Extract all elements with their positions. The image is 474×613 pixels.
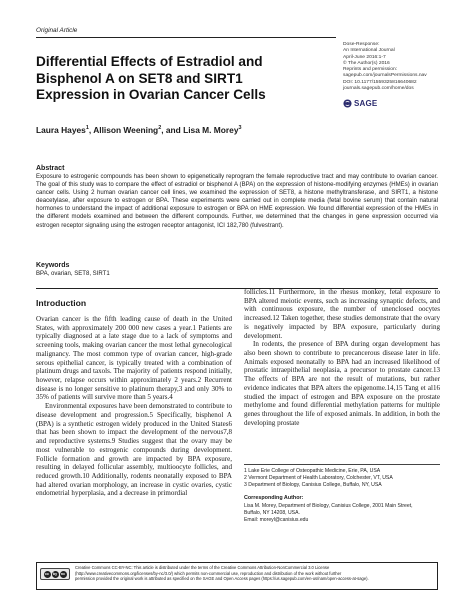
by-icon: by [52,572,58,576]
corresponding-author-details [244,503,440,525]
permissions-link[interactable]: sagepub.com/journalsPermissions.nav [343,73,427,79]
license-line[interactable]: permission provided the original work is attributed as specified on the SAGE and Open Access pages (https://us.sagepub.com/en-us/nam/open-access-at-sage). [75,576,369,581]
license-text [75,565,433,582]
body-paragraph: In rodents, the presence of BPA during organ development has also been shown to contribute to precancerous disease later in life. Animals exposed neonatally to BPA had an increased likelihood of prostatic intraepithelial neoplasia, a precursor to prostate cancer.13 The effects of BPA are not the result of mutations, but rather evidence indicates that BPA alters the epigenome.14,15 Tang et al16 studied the impact of estrogen and BPA exposure on the prostate methylome and found differential methylation patterns for multiple genes throughout the life of exposed animals. In addition, in both the developing prostate [244,340,440,427]
corresponding-author-email[interactable]: Email: moreyl@canisius.edu [244,517,309,524]
author-affiliation-mark: 1 [85,125,89,132]
sage-emblem-icon [343,99,352,108]
corresponding-author-address: Lisa M. Morey, Department of Biology, Canisius College, 2001 Main Street, [244,503,413,509]
body-column-right [244,288,440,428]
copyright: © The Author(s) 2016 [343,60,390,66]
corresponding-author-heading: Corresponding Author: [244,495,304,501]
creative-commons-badge [40,568,70,580]
corresponding-author-city: Buffalo, NY 14208, USA. [244,510,300,517]
body-paragraph: Ovarian cancer is the fifth leading cause of death in the United States, with approximately 200 000 new cases a year.1 Patients are typically diagnosed at a late stage due to a lack of symptoms and screening tools, making ovarian cancer the most lethal gynecological malignancy. The most common type of ovarian cancer, high-grade serous epithelial cancer, is typically treated with a combination of platinum drugs and taxols. The majority of patients respond initially, however, relapse occurs within approximately 2 years.2 Recurrent disease is no longer sensitive to platinum therapy,3 and only 30% to 35% of patients will survive more than 5 years.4 [36,315,232,402]
journal-home-link[interactable]: journals.sagepub.com/home/dos [343,86,414,92]
author-affiliation-mark: 3 [238,125,242,132]
introduction-heading: Introduction [36,298,87,308]
sage-logo [343,99,377,108]
abstract-heading: Abstract [36,165,65,172]
article-title [36,54,331,104]
affiliation: 3 Department of Biology, Canisius College, Buffalo, NY, USA [244,482,382,489]
title-line: Expression in Ovarian Cancer Cells [36,87,266,103]
footnote-divider [244,464,440,465]
keywords-heading: Keywords [36,262,70,269]
doi[interactable]: DOI: 10.1177/1559325816640682 [343,79,417,85]
affiliations-list [244,468,440,490]
author-name: Lisa M. Morey [183,125,239,135]
body-paragraph: Environmental exposures have been demonstrated to contribute to disease development and progression.5 Specifically, bisphenol A (BPA) is a synthetic estrogen widely produced in the United States6 that has been shown to impact the development of the nervous7,8 and reproductive systems.9 Studies suggest that the ovary may be most vulnerable to estrogenic compounds during development. Follicle formation and growth are impacted by BPA exposure, resulting in delayed follicular assembly, multioocyte follicles, and reduced growth.10 Additionally, rodents neonatally exposed to BPA had altered ovarian morphology, an increase in cystic ovaries, cystic endometrial hyperplasia, and a decrease in primordial [36,402,232,498]
journal-info-block [343,42,453,92]
body-column-left [36,315,232,498]
author-list: Laura Hayes$^1$, Allison Weening$^2$, and Lisa M. Morey$^3$ [36,125,242,135]
author-name: Allison Weening [93,125,159,135]
journal-issue: April-June 2016:1-7 [343,54,386,60]
body-paragraph: follicles.11 Furthermore, in the rhesus monkey, fetal exposure to BPA altered meiotic events, such as increasing synaptic defects, and with continuous exposure, the number of unenclosed oocytes increased.12 Taken together, these studies demonstrate that the ovary is negatively impacted by BPA exposure, particularly during development. [244,288,440,340]
title-line: Bisphenol A on SET8 and SIRT1 [36,70,243,86]
title-line: Differential Effects of Estradiol and [36,54,263,69]
reprints-label: Reprints and permission: [343,67,398,73]
affiliation: 2 Vermont Department of Health Laboratory, Colchester, VT, USA [244,475,393,482]
affiliation: 1 Lake Erie College of Osteopathic Medicine, Erie, PA, USA [244,468,381,474]
article-type-label: Original Article [36,27,78,34]
top-divider [36,37,336,38]
journal-subtitle: An International Journal [343,48,395,54]
journal-name: Dose-Response: [343,42,380,47]
author-affiliation-mark: 2 [158,125,162,132]
abstract-text: Exposure to estrogenic compounds has been shown to epigenetically reprogram the female reproductive tract and may contribute to ovarian cancer. The goal of this study was to compare the effect of estradiol or bisphenol A (BPA) on the expression of histone-modifying enzymes (HMEs) in ovarian cancer cells. Using 2 human ovarian cancer cell lines, we examined the expression of SET8, a histone methyltransferase, and SIRT1, a histone deacetylase, after exposure to estrogen or BPA. These experiments were carried out in complete media (fetal bovine serum) that contain natural hormones to understand the impact of additional exposure to estrogen or BPA on HME expression. We found differential expression of the HMEs in the different models examined and between the different compounds. Further, we determined that the changes in gene expression occurred via estrogen receptor signaling using the estrogen receptor antagonist, ICI 182,780 (fulvestrant). [36,174,438,229]
cc-icon: cc [45,572,49,576]
author-name: Laura Hayes [36,125,86,135]
sage-wordmark: SAGE [354,99,378,108]
license-line: Creative Commons CC-BY-NC: This article is distributed under the terms of the Creative Commons Attribution-NonCommercial 3.0 License [75,565,330,570]
nc-icon: nc [60,572,66,576]
license-line[interactable]: (http://www.creativecommons.org/licenses/by-nc/3.0/) which permits non-commercial use, reproduction and distribution of the work without further [75,570,342,576]
keywords-text: BPA, ovarian, SET8, SIRT1 [36,271,110,277]
